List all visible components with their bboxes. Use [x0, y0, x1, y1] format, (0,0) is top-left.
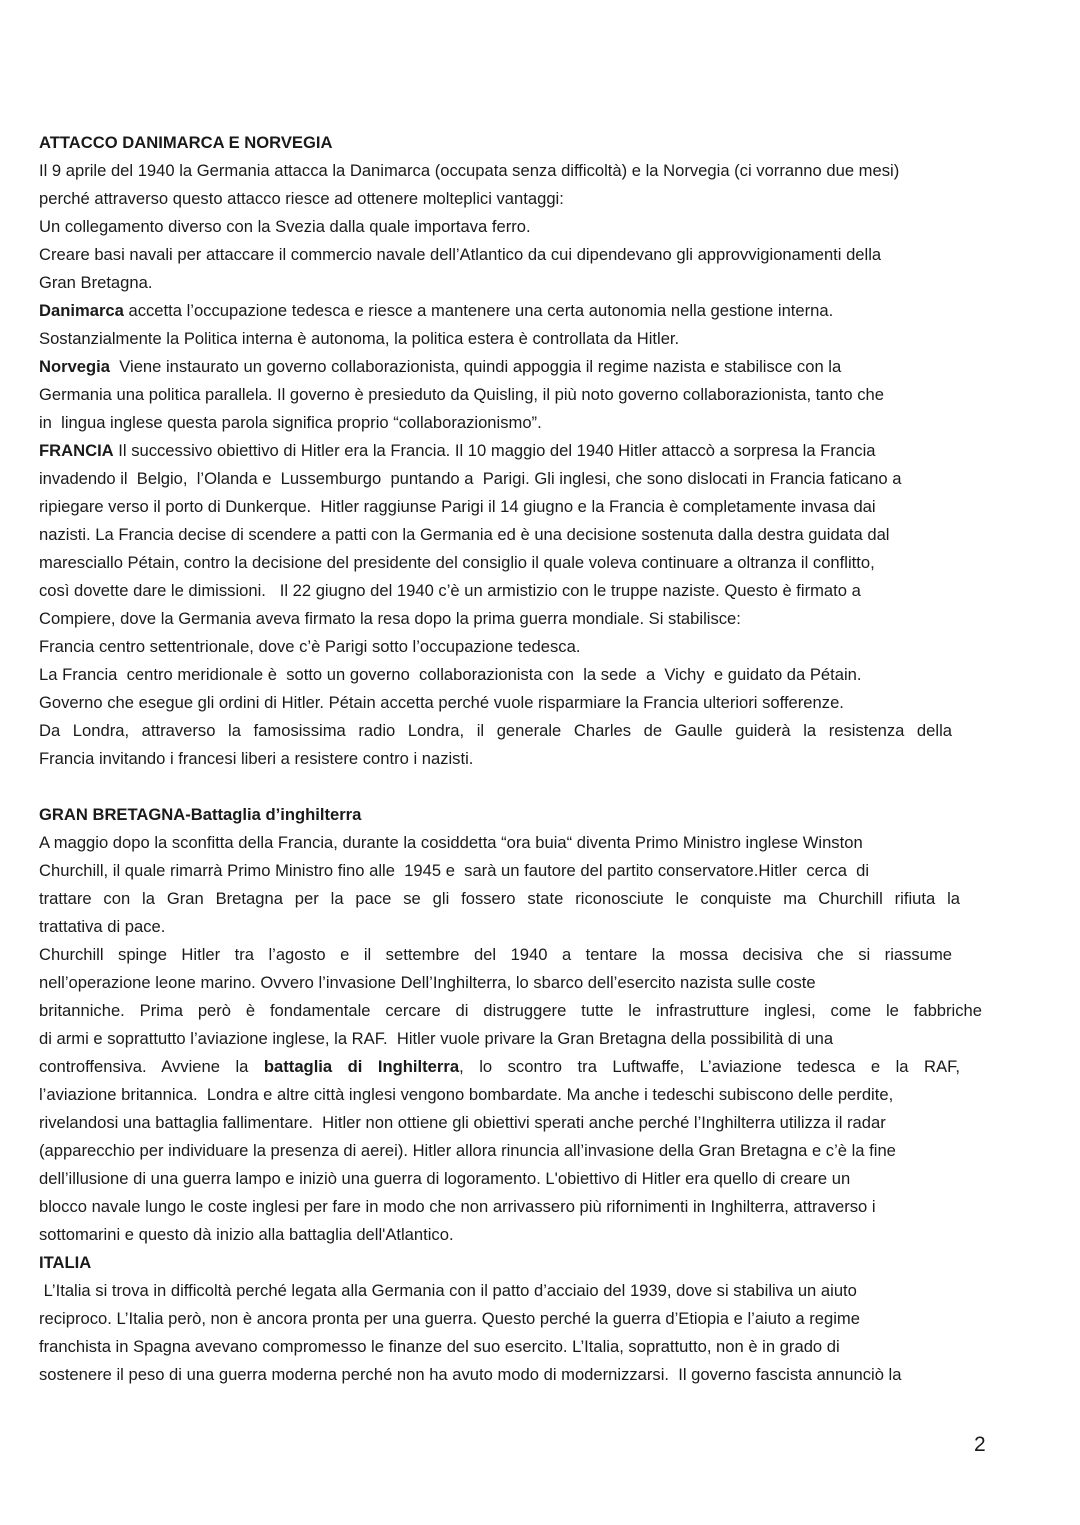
paragraph-line: ripiegare verso il porto di Dunkerque. Hitler raggiunse Parigi il 14 giugno e la Francia è completamente invasa dai — [39, 497, 876, 516]
paragraph-line: Compiere, dove la Germania aveva firmato la resa dopo la prima guerra mondiale. Si stabilisce: — [39, 609, 741, 628]
paragraph-line: Sostanzialmente la Politica interna è autonoma, la politica estera è controllata da Hitler. — [39, 329, 680, 348]
paragraph-line: Churchill spinge Hitler tra l’agosto e il settembre del 1940 a tentare la mossa decisiva che si riassume — [39, 945, 952, 964]
label-norvegia: Norvegia — [39, 357, 111, 376]
paragraph-line — [39, 437, 989, 465]
text-norvegia: Viene instaurato un governo collaborazionista, quindi appoggia il regime nazista e stabilisce con la — [110, 357, 842, 376]
paragraph-line: invadendo il Belgio, l’Olanda e Lussemburgo puntando a Parigi. Gli inglesi, che sono dislocati in Francia faticano a — [39, 469, 902, 488]
paragraph-line: trattare con la Gran Bretagna per la pace se gli fossero state riconosciute le conquiste ma Churchill rifiuta la — [39, 889, 960, 908]
section-spacer — [39, 773, 989, 801]
paragraph-line: (apparecchio per individuare la presenza di aerei). Hitler allora rinuncia all’invasione della Gran Bretagna e c’è la fine — [39, 1141, 896, 1160]
paragraph-line: di armi e soprattutto l’aviazione inglese, la RAF. Hitler vuole privare la Gran Bretagna della possibilità di una — [39, 1029, 834, 1048]
paragraph-line: britanniche. Prima però è fondamentale cercare di distruggere tutte le infrastrutture inglesi, come le fabbriche — [39, 1001, 982, 1020]
paragraph-line: Da Londra, attraverso la famosissima radio Londra, il generale Charles de Gaulle guiderà la resistenza della — [39, 721, 952, 740]
text-controffensiva: controffensiva. Avviene la — [39, 1057, 264, 1076]
text-danimarca: accetta l’occupazione tedesca e riesce a mantenere una certa autonomia nella gestione interna. — [123, 301, 834, 320]
paragraph-line — [39, 353, 989, 381]
paragraph-line: sottomarini e questo dà inizio alla battaglia dell'Atlantico. — [39, 1225, 454, 1244]
paragraph-line: dell’illusione di una guerra lampo e iniziò una guerra di logoramento. L'obiettivo di Hitler era quello di creare un — [39, 1169, 851, 1188]
paragraph-line: blocco navale lungo le coste inglesi per fare in modo che non arrivassero più rifornimenti in Inghilterra, attraverso i — [39, 1197, 876, 1216]
paragraph-line: franchista in Spagna avevano compromesso le finanze del suo esercito. L’Italia, soprattutto, non è in grado di — [39, 1337, 840, 1356]
text-francia: Il successivo obiettivo di Hitler era la Francia. Il 10 maggio del 1940 Hitler attaccò a sorpresa la Francia — [113, 441, 876, 460]
page-number: 2 — [974, 1433, 986, 1456]
paragraph-line: nazisti. La Francia decise di scendere a patti con la Germania ed è una decisione sostenuta dalla destra guidata dal — [39, 525, 890, 544]
document-body — [39, 129, 989, 1389]
paragraph-line: L’Italia si trova in difficoltà perché legata alla Germania con il patto d’acciaio del 1939, dove si stabiliva un aiuto — [39, 1281, 857, 1300]
paragraph-line: nell’operazione leone marino. Ovvero l’invasione Dell’Inghilterra, lo sbarco dell’esercito nazista sulle coste — [39, 973, 816, 992]
label-battaglia-inghilterra: battaglia di Inghilterra — [263, 1057, 460, 1076]
paragraph-line: Churchill, il quale rimarrà Primo Ministro fino alle 1945 e sarà un fautore del partito conservatore.Hitler cerca di — [39, 861, 870, 880]
paragraph-line: l’aviazione britannica. Londra e altre città inglesi vengono bombardate. Ma anche i tedeschi subiscono delle perdite, — [39, 1085, 894, 1104]
paragraph-line: Francia invitando i francesi liberi a resistere contro i nazisti. — [39, 749, 474, 768]
label-francia: FRANCIA — [39, 441, 114, 460]
paragraph-line: rivelandosi una battaglia fallimentare. Hitler non ottiene gli obiettivi sperati anche perché l’Inghilterra utilizza il radar — [39, 1113, 886, 1132]
paragraph-line: Creare basi navali per attaccare il commercio navale dell’Atlantico da cui dipendevano gli approvvigionamenti della — [39, 245, 882, 264]
heading-gran-bretagna: GRAN BRETAGNA-Battaglia d’inghilterra — [39, 805, 362, 824]
paragraph-line: in lingua inglese questa parola significa proprio “collaborazionismo”. — [39, 413, 542, 432]
heading-italia: ITALIA — [39, 1253, 92, 1272]
paragraph-line — [39, 297, 989, 325]
paragraph-line: Governo che esegue gli ordini di Hitler. Pétain accetta perché vuole risparmiare la Francia ulteriori sofferenze. — [39, 693, 844, 712]
paragraph-line: trattativa di pace. — [39, 917, 166, 936]
paragraph-line: La Francia centro meridionale è sotto un governo collaborazionista con la sede a Vichy e guidato da Pétain. — [39, 665, 862, 684]
paragraph-line: Un collegamento diverso con la Svezia dalla quale importava ferro. — [39, 217, 531, 236]
label-danimarca: Danimarca — [39, 301, 124, 320]
paragraph-line — [39, 1053, 960, 1081]
paragraph-line: Germania una politica parallela. Il governo è presieduto da Quisling, il più noto governo collaborazionista, tanto che — [39, 385, 884, 404]
heading-danimarca-norvegia: ATTACCO DANIMARCA E NORVEGIA — [39, 133, 333, 152]
paragraph-line: A maggio dopo la sconfitta della Francia, durante la cosiddetta “ora buia“ diventa Primo Ministro inglese Winston — [39, 833, 863, 852]
paragraph-line: Gran Bretagna. — [39, 273, 153, 292]
paragraph-line: Francia centro settentrionale, dove c’è Parigi sotto l’occupazione tedesca. — [39, 637, 581, 656]
paragraph-line: così dovette dare le dimissioni. Il 22 giugno del 1940 c’è un armistizio con le truppe naziste. Questo è firmato a — [39, 581, 861, 600]
paragraph-line: Il 9 aprile del 1940 la Germania attacca la Danimarca (occupata senza difficoltà) e la Norvegia (ci vorranno due mesi) — [39, 161, 900, 180]
paragraph-line: sostenere il peso di una guerra moderna perché non ha avuto modo di modernizzarsi. Il governo fascista annunciò la — [39, 1365, 902, 1384]
paragraph-line: maresciallo Pétain, contro la decisione del presidente del consiglio il quale voleva continuare a oltranza il conflitto, — [39, 553, 875, 572]
text-luftwaffe: , lo scontro tra Luftwaffe, L’aviazione tedesca e la RAF, — [459, 1057, 960, 1076]
paragraph-line: reciproco. L’Italia però, non è ancora pronta per una guerra. Questo perché la guerra d’Etiopia e l’aiuto a regime — [39, 1309, 860, 1328]
paragraph-line: perché attraverso questo attacco riesce ad ottenere molteplici vantaggi: — [39, 189, 564, 208]
